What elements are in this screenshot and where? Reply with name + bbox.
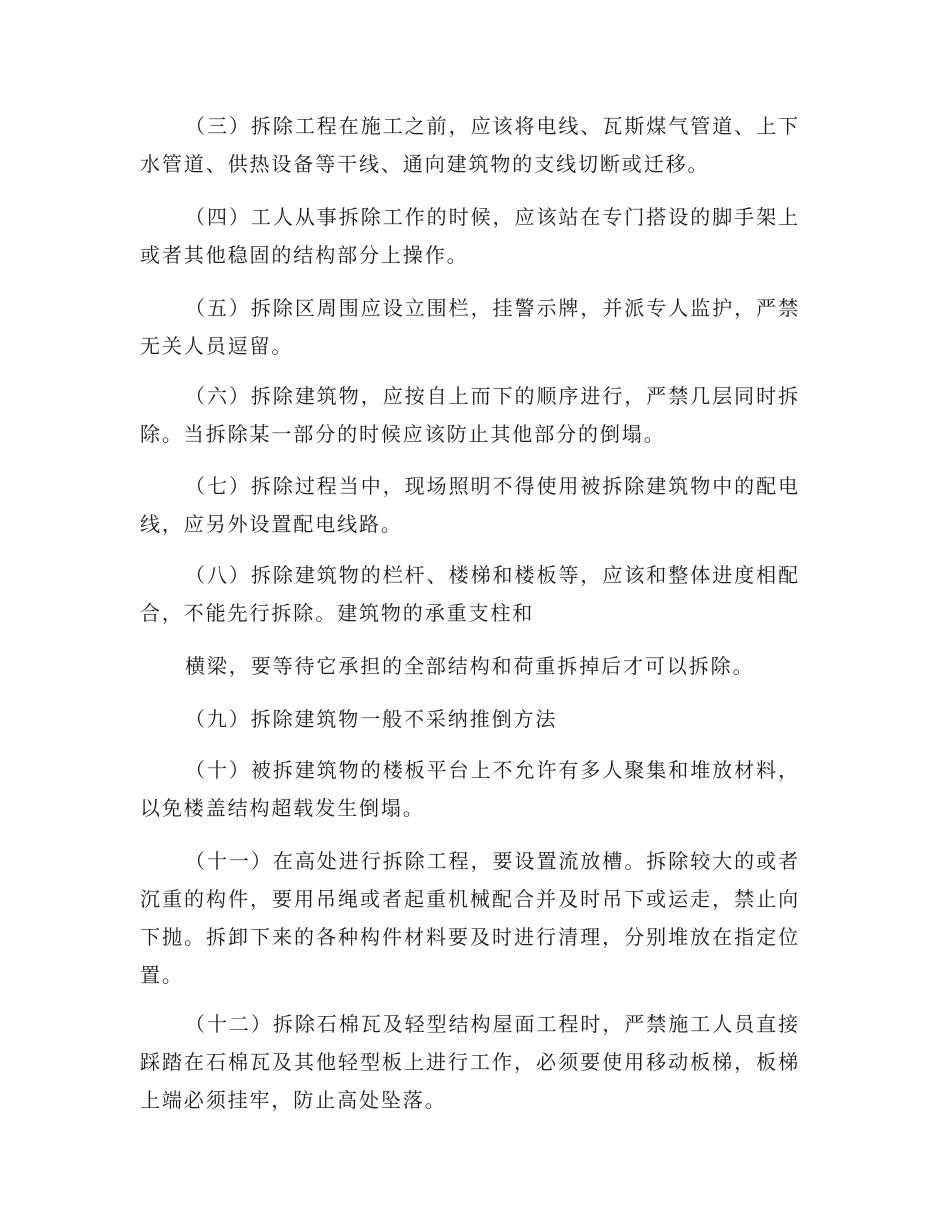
paragraph-8-continuation: 横梁，要等待它承担的全部结构和荷重拆掉后才可以拆除。 — [185, 654, 755, 678]
paragraph-12: （十二）拆除石棉瓦及轻型结构屋面工程时，严禁施工人员直接踩踏在石棉瓦及其他轻型板上进行工作，必须要使用移动板梯，板梯上端必须挂牢，防止高处坠落。 — [140, 1012, 800, 1112]
paragraph-3: （三）拆除工程在施工之前，应该将电线、瓦斯煤气管道、上下水管道、供热设备等干线、通向建筑物的支线切断或迁移。 — [140, 114, 800, 176]
paragraph-8: （八）拆除建筑物的栏杆、楼梯和楼板等，应该和整体进度相配合，不能先行拆除。建筑物的承重支柱和 — [140, 563, 800, 625]
paragraph-7: （七）拆除过程当中，现场照明不得使用被拆除建筑物中的配电线，应另外设置配电线路。 — [140, 474, 800, 536]
paragraph-11: （十一）在高处进行拆除工程，要设置流放槽。拆除较大的或者沉重的构件，要用吊绳或者起重机械配合并及时吊下或运走，禁止向下抛。拆卸下来的各种构件材料要及时进行清理，分别堆放在指定位置。 — [140, 849, 800, 987]
paragraph-9: （九）拆除建筑物一般不采纳推倒方法 — [185, 707, 558, 731]
paragraph-5: （五）拆除区周围应设立围栏，挂警示牌，并派专人监护，严禁无关人员逗留。 — [140, 296, 800, 358]
paragraph-6: （六）拆除建筑物，应按自上而下的顺序进行，严禁几层同时拆除。当拆除某一部分的时候应该防止其他部分的倒塌。 — [140, 384, 800, 446]
paragraph-4: （四）工人从事拆除工作的时候，应该站在专门搭设的脚手架上或者其他稳固的结构部分上操作。 — [140, 205, 800, 267]
paragraph-10: （十）被拆建筑物的楼板平台上不允许有多人聚集和堆放材料，以免楼盖结构超载发生倒塌。 — [140, 758, 800, 820]
